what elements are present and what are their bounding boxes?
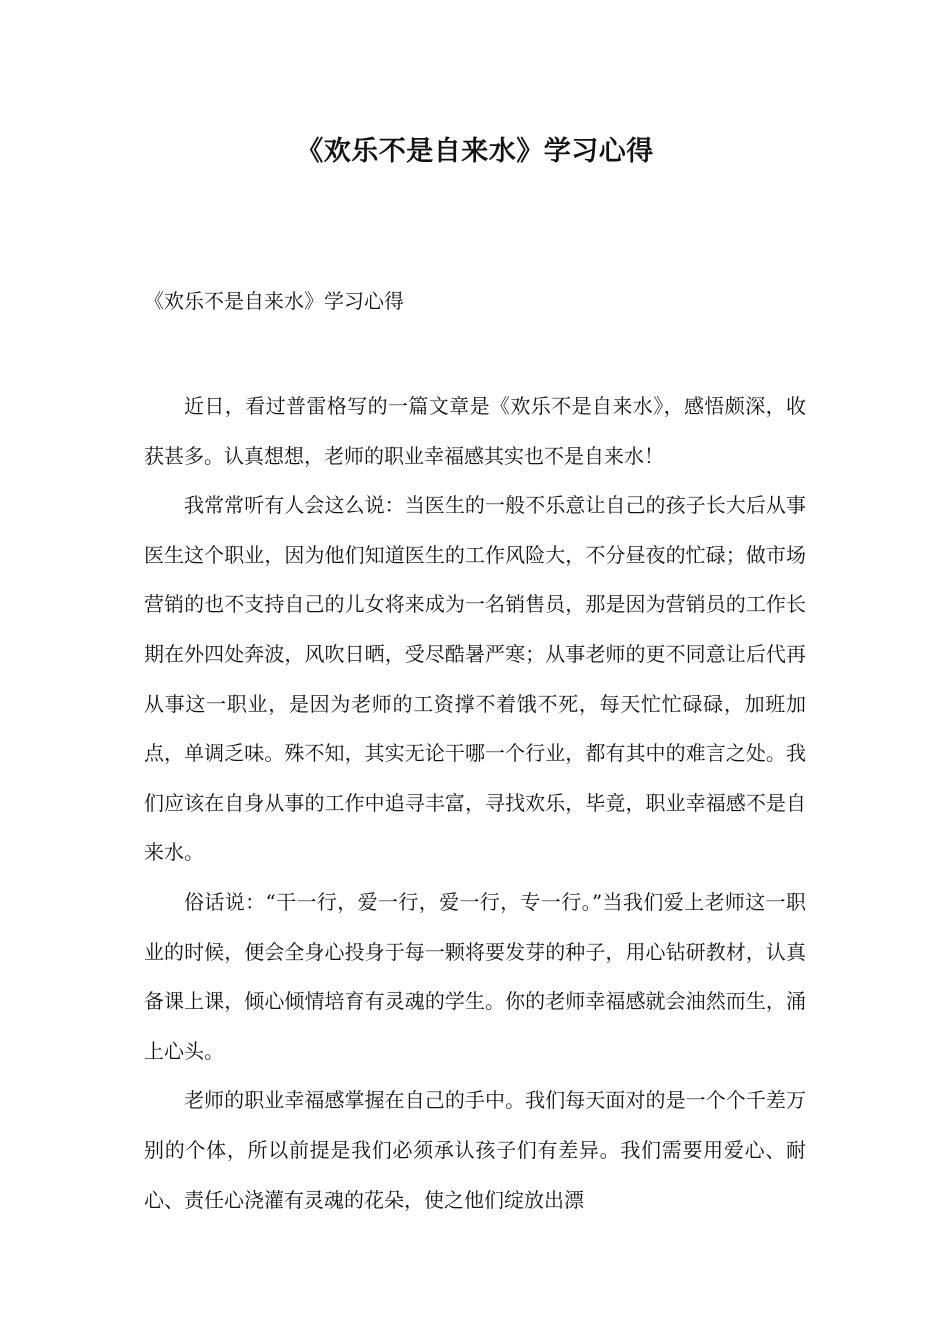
document-subtitle: 《欢乐不是自来水》学习心得	[144, 289, 404, 313]
document-body	[144, 382, 806, 1225]
document-title: 《欢乐不是自来水》学习心得	[296, 136, 654, 167]
paragraph: 我常常听有人会这么说：当医生的一般不乐意让自己的孩子长大后从事医生这个职业，因为他们知道医生的工作风险大，不分昼夜的忙碌；做市场营销的也不支持自己的儿女将来成为一名销售员，那是因为营销员的工作长期在外四处奔波，风吹日晒，受尽酷暑严寒；从事老师的更不同意让后代再从事这一职业，是因为老师的工资撑不着饿不死，每天忙忙碌碌，加班加点，单调乏味。殊不知，其实无论干哪一个行业，都有其中的难言之处。我们应该在自身从事的工作中追寻丰富，寻找欢乐，毕竟，职业幸福感不是自来水。	[144, 493, 806, 865]
paragraph: 俗话说：“干一行，爱一行，爱一行，专一行。”当我们爱上老师这一职业的时候，便会全身心投身于每一颗将要发芽的种子，用心钻研教材，认真备课上课，倾心倾情培育有灵魂的学生。你的老师幸福感就会油然而生，涌上心头。	[144, 889, 806, 1063]
paragraph: 近日，看过普雷格写的一篇文章是《欢乐不是自来水》，感悟颇深，收获甚多。认真想想，老师的职业幸福感其实也不是自来水！	[144, 394, 806, 468]
paragraph: 老师的职业幸福感掌握在自己的手中。我们每天面对的是一个个千差万别的个体，所以前提是我们必须承认孩子们有差异。我们需要用爱心、耐心、责任心浇灌有灵魂的花朵，使之他们绽放出漂	[144, 1088, 806, 1212]
